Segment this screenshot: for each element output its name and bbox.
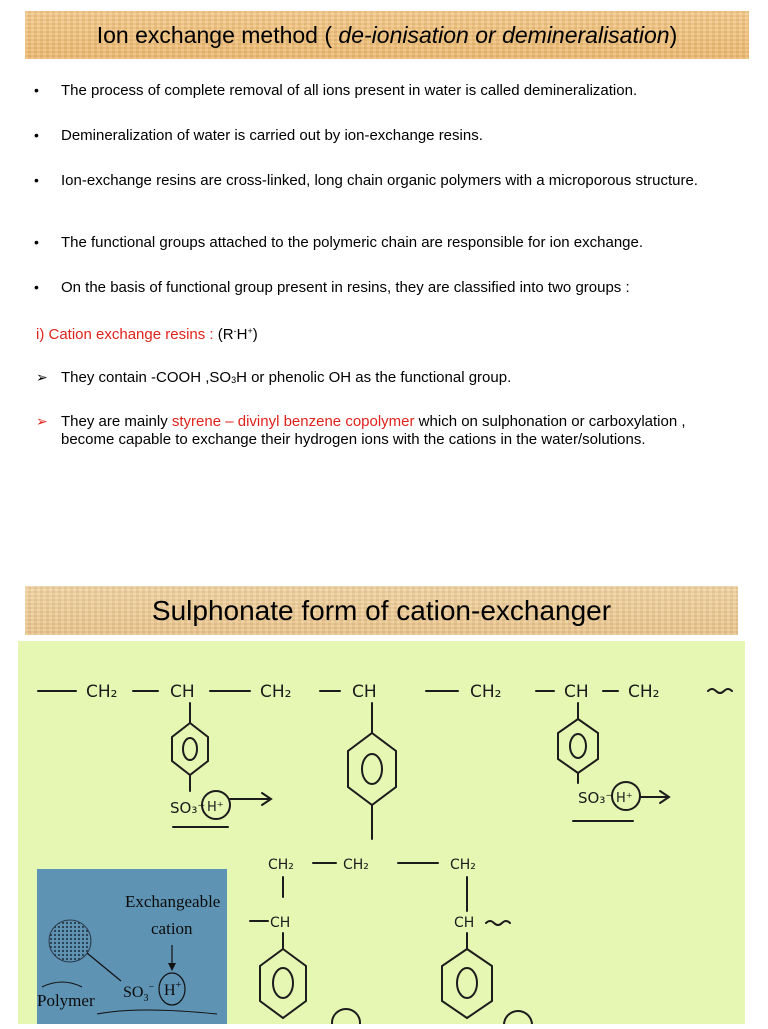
inset-h-label: H+ [164,980,182,999]
left-ch: CH [270,915,291,931]
bullet-text: On the basis of functional group present in resins, they are classified into two groups : [61,279,630,296]
bullet-text: The process of complete removal of all ions present in water is called demineralization. [61,82,638,99]
slide-title [25,11,749,59]
h-label: H⁺ [616,791,633,806]
bullet-dot-icon: • [34,234,39,250]
title-prefix: Ion exchange method ( [96,22,339,48]
highlight-copolymer: styrene – divinyl benzene copolymer [171,413,415,430]
bullet-dot-icon: • [34,82,39,98]
chain-ch: CH [564,682,589,702]
arrowhead-bullet-icon: ➢ [36,413,48,429]
section-title: Sulphonate form of cation-exchanger [25,586,738,635]
resin-bead-inset [37,869,227,1024]
bullet-text: Demineralization of water is carried out by ion-exchange resins. [61,127,483,144]
chain-ch: CH [352,682,377,702]
crosslink-ch2: CH₂ [268,857,294,873]
bullet-text: Ion-exchange resins are cross-linked, long chain organic polymers with a microporous structure. [61,172,698,189]
inset-so3-label: $SO_3^-$ [123,982,155,1004]
bullet-dot-icon: • [34,127,39,143]
inset-exchangeable-label: Exchangeable [125,892,221,911]
crosslink-ch2: CH₂ [450,857,476,873]
chain-ch2: CH₂ [628,682,660,702]
h-label: H⁺ [207,800,224,815]
right-ch: CH [454,915,475,931]
bullet-text: The functional groups attached to the polymeric chain are responsible for ion exchange. [61,234,644,251]
so3-label: SO₃⁻ [170,799,206,817]
title-italic: de-ionisation or demineralisation [338,22,670,48]
chain-ch2: CH₂ [86,682,118,702]
crosslink-ch2: CH₂ [343,857,369,873]
chain-ch: CH [170,682,195,702]
bullet-dot-icon: • [34,172,39,188]
chain-ch2: CH₂ [470,682,502,702]
title-suffix: ) [669,22,678,48]
inset-cation-label: cation [151,919,193,938]
bead-illustration [37,869,227,1024]
so3-label: SO₃⁻ [578,789,614,807]
bullet-dot-icon: • [34,279,39,295]
cation-heading-label: i) Cation exchange resins : [36,326,218,343]
chain-ch2: CH₂ [260,682,292,702]
inset-polymer-label: Polymer [37,991,95,1010]
arrowhead-bullet-icon: ➢ [36,369,48,385]
polymer-bead-icon [49,920,91,962]
